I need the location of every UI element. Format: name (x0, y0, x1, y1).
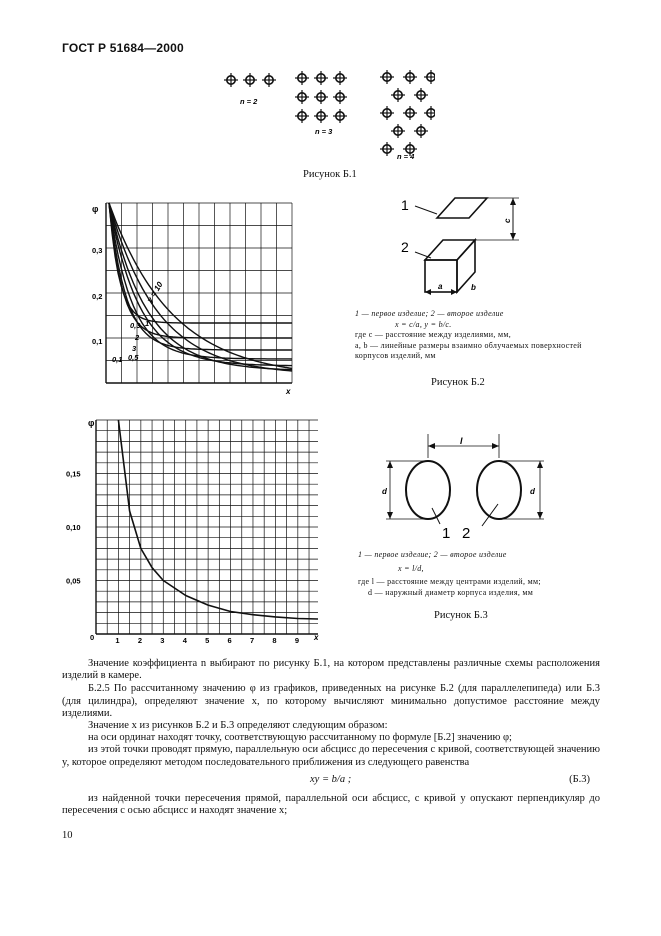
curve-label: 2 (135, 333, 140, 342)
layout-marker (380, 70, 394, 84)
x-tick: 2 (137, 636, 143, 645)
family-curve (109, 203, 292, 370)
x-axis-label: x (286, 387, 291, 396)
curve-label: 0,1 (112, 355, 123, 364)
label-n2: n = 2 (240, 97, 258, 106)
body-text (62, 658, 600, 817)
arrangement-markers (224, 70, 435, 156)
layout-marker (262, 73, 276, 87)
layout-marker (224, 73, 238, 87)
layout-marker (295, 71, 309, 85)
figure-b2-legend (355, 309, 605, 362)
x-axis-label: x (314, 633, 319, 642)
layout-marker (403, 70, 417, 84)
x-tick: 6 (227, 636, 232, 645)
label-1: 1 (401, 197, 409, 213)
figure-b2-caption: Рисунок Б.2 (431, 377, 485, 388)
layout-marker (391, 88, 405, 102)
figure-b2-chart (88, 198, 300, 398)
where-l: где l — расстояние между центрами изделий, мм; (358, 577, 541, 586)
layout-marker (414, 88, 428, 102)
layout-marker (391, 124, 405, 138)
figure-b1-caption: Рисунок Б.1 (303, 169, 357, 180)
family-curve (109, 203, 292, 323)
paragraph: Б.2.5 По рассчитанному значению φ из графиков, приведенных на рисунке Б.2 (для параллелепипеда) или Б.3 (для цилиндра), определяют значение x, по которому вычисляют минимально допустимое расстояние между изделиями. (62, 683, 600, 719)
layout-marker (424, 70, 435, 84)
layout-marker (380, 106, 394, 120)
x-tick: 3 (160, 636, 165, 645)
figure-b3-cylinders-diagram (378, 430, 548, 540)
x-tick: 8 (272, 636, 277, 645)
layout-marker (333, 71, 347, 85)
curves (109, 203, 292, 371)
layout-marker (314, 109, 328, 123)
curve-label: 0,3 (130, 321, 141, 330)
formula: x = c/a, y = b/c. (395, 319, 452, 329)
layout-marker (333, 109, 347, 123)
dim-b: b (471, 283, 476, 292)
formula: x = l/d, (398, 563, 424, 573)
paragraph: на оси ординат находят точку, соответствующую рассчитанному по формуле [Б.2] значению φ; (88, 732, 512, 744)
family-curve (109, 203, 292, 371)
where-c: где c — расстояние между изделиями, мм, (355, 330, 511, 339)
legend-line: 1 — первое изделие; 2 — второе изделие (355, 309, 504, 318)
legend-line: 1 — первое изделие; 2 — второе изделие (358, 550, 507, 559)
paragraph: из этой точки проводят прямую, параллельную оси абсцисс до пересечения с кривой, соответствующей значению y, которое определяют методом последовательного приближения из следующего равенства (62, 744, 600, 768)
layout-marker (403, 106, 417, 120)
y-tick: 0,10 (66, 523, 81, 532)
x-tick: 9 (294, 636, 299, 645)
y-tick: 0,3 (92, 246, 103, 255)
x-tick: 7 (249, 636, 255, 645)
y-tick: 0,2 (92, 292, 103, 301)
equation-row (62, 769, 600, 793)
figure-b3-chart (64, 416, 328, 648)
x-tick: 4 (182, 636, 187, 645)
equation: xy = b/a ; (310, 773, 352, 785)
layout-marker (295, 109, 309, 123)
curve-label: 1 (145, 319, 150, 328)
figure-b1-arrangement-diagram (215, 66, 435, 166)
x-tick: 1 (115, 636, 120, 645)
y-tick: 0,05 (66, 576, 81, 586)
figure-b3-caption: Рисунок Б.3 (434, 610, 488, 621)
curve-label: y = 10 (145, 280, 165, 305)
y-tick: 0,15 (66, 469, 81, 479)
y-axis-label: φ (92, 204, 99, 214)
curve-label: 3 (132, 344, 137, 353)
label-n4: n = 4 (397, 152, 415, 161)
dim-l: l (460, 436, 463, 446)
x-tick: 5 (205, 636, 210, 645)
where-d: d — наружный диаметр корпуса изделия, мм (368, 587, 534, 597)
label-2: 2 (401, 239, 409, 255)
layout-marker (243, 73, 257, 87)
layout-marker (314, 90, 328, 104)
document-header: ГОСТ Р 51684—2000 (62, 41, 184, 55)
data-line (118, 420, 318, 619)
layout-marker (314, 71, 328, 85)
dim-d-left: d (382, 487, 387, 496)
layout-marker (333, 90, 347, 104)
y-axis-label: φ (88, 418, 95, 428)
grid (96, 420, 318, 634)
dim-a: a (438, 282, 443, 291)
dim-d-right: d (530, 487, 535, 496)
label-1: 1 (442, 525, 451, 540)
y-tick: 0,1 (92, 337, 103, 346)
paragraph: из найденной точки пересечения прямой, параллельной оси абсцисс, с кривой y опускают перпендикуляр до пересечения с осью абсцисс и находят значение x; (62, 792, 600, 817)
data-curve (118, 420, 318, 619)
label-2: 2 (462, 525, 471, 540)
layout-marker (424, 106, 435, 120)
figure-b2-boxes-diagram (395, 188, 535, 300)
family-curve (109, 203, 292, 368)
paragraph: Значение коэффициента n выбирают по рисунку Б.1, на котором представлены различные схемы расположения изделий в камере. (62, 658, 600, 682)
layout-marker (380, 142, 394, 156)
label-n3: n = 3 (315, 127, 333, 136)
layout-marker (414, 124, 428, 138)
page-number: 10 (62, 830, 73, 841)
paragraph: Значение x из рисунков Б.2 и Б.3 определяют следующим образом: (88, 720, 388, 732)
curve-label: 0,5 (128, 353, 139, 362)
origin-label: 0 (90, 633, 95, 642)
figure-b3-legend (358, 550, 598, 598)
layout-marker (295, 90, 309, 104)
dim-c: c (503, 218, 512, 223)
where-ab: a, b — линейные размеры взаимно облучаемых поверхностей корпусов изделий, мм (355, 340, 582, 360)
equation-number: (Б.3) (569, 773, 590, 785)
